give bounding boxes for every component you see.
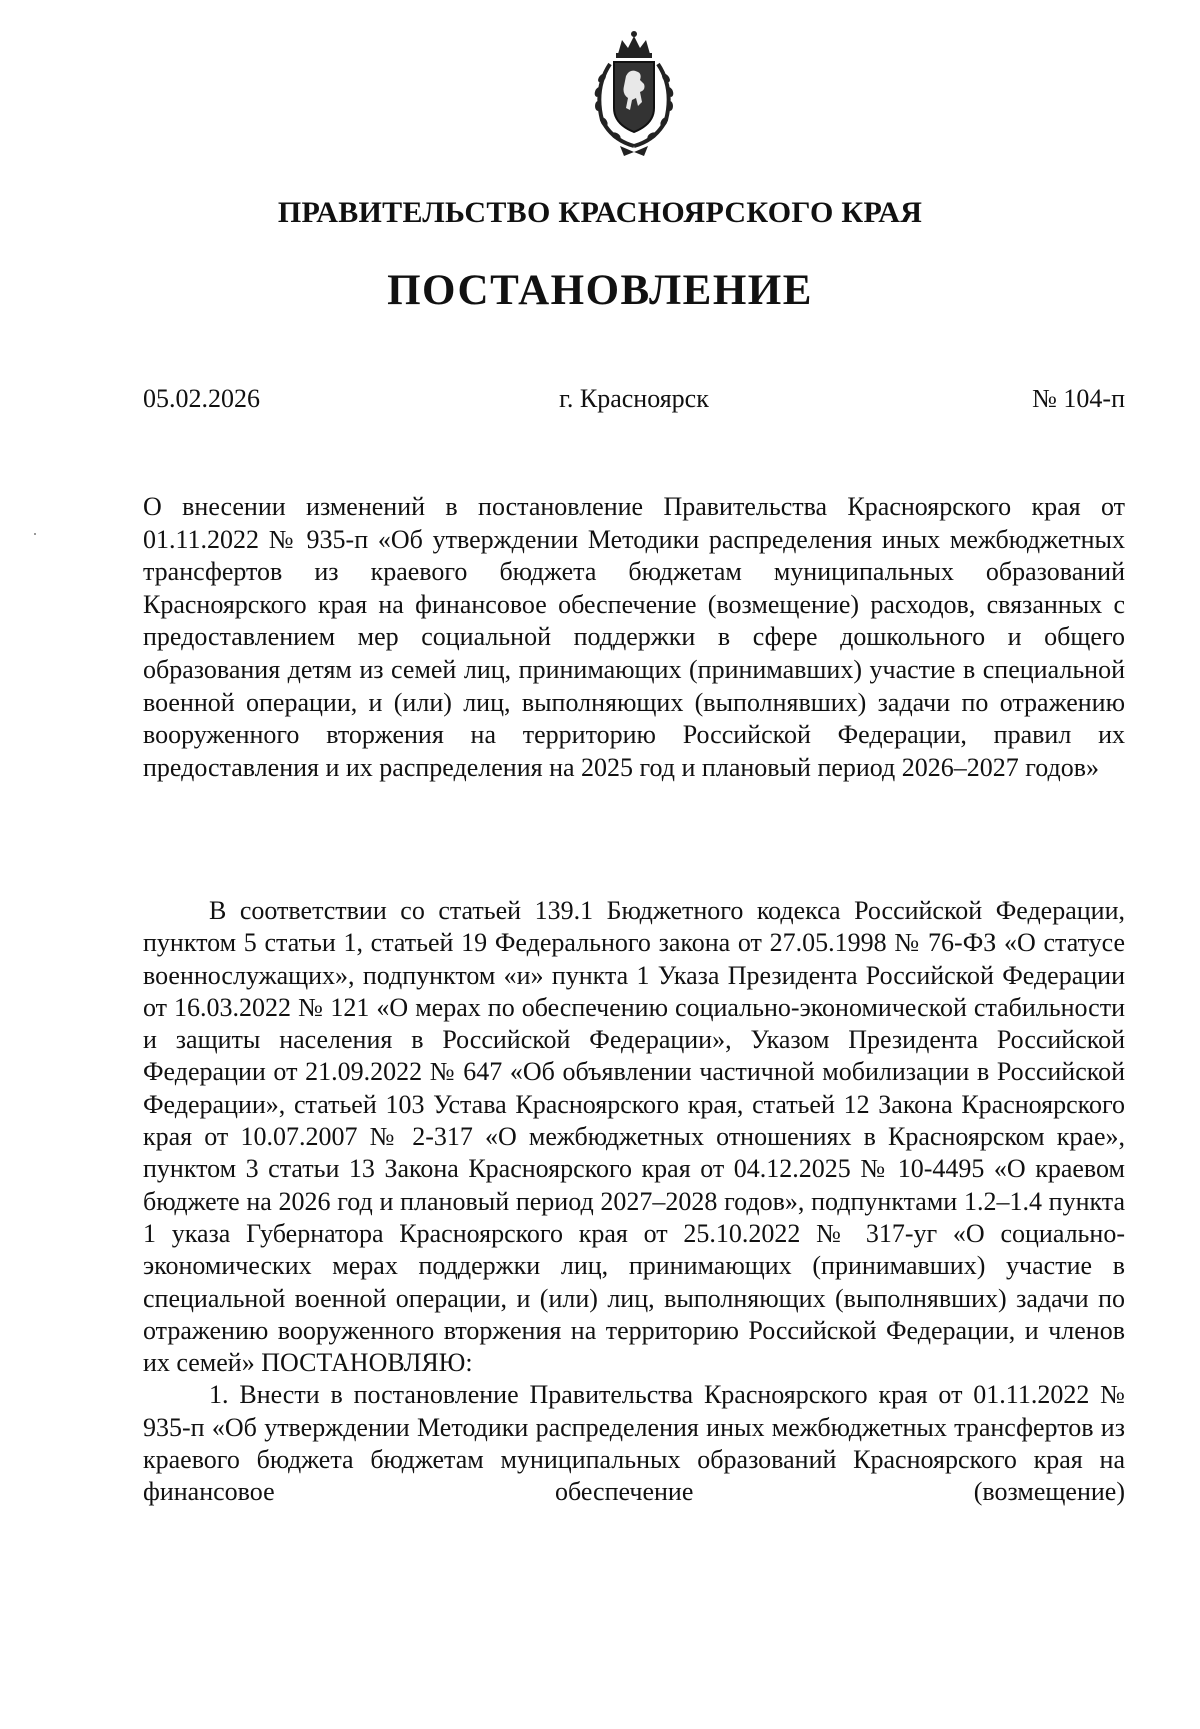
- document-type-title: ПОСТАНОВЛЕНИЕ: [387, 267, 813, 314]
- document-date: 05.02.2026: [143, 384, 260, 413]
- preamble-paragraph: В соответствии со статьей 139.1 Бюджетного кодекса Российской Федерации, пунктом 5 статьи 1, статьей 19 Федерального закона от 27.05.1998 № 76-ФЗ «О статусе военнослужащих», подпунктом «и» пункта 1 Указа Президента Российской Федерации от 16.03.2022 № 121 «О мерах по обеспечению социально-экономической стабильности и защиты населения в Российской Федерации», Указом Президента Российской Федерации от 21.09.2022 № 647 «Об объявлении частичной мобилизации в Российской Федерации», статьей 103 Устава Красноярского края, статьей 12 Закона Красноярского края от 10.07.2007 № 2-317 «О межбюджетных отношениях в Красноярском крае», пунктом 3 статьи 13 Закона Красноярского края от 04.12.2025 № 10-4495 «О краевом бюджете на 2026 год и плановый период 2027–2028 годов», подпунктами 1.2–1.4 пункта 1 указа Губернатора Красноярского края от 25.10.2022 № 317-уг «О социально-экономических мерах поддержки лиц, принимающих (принимавших) участие в специальной военной операции, и (или) лиц, выполняющих (выполнявших) задачи по отражению вооруженного вторжения на территорию Российской Федерации, и членов их семей» ПОСТАНОВЛЯЮ:: [143, 896, 1125, 1378]
- document-meta-row: [143, 384, 1125, 420]
- scan-speck: [34, 533, 36, 535]
- document-number: № 104-п: [1032, 384, 1125, 413]
- item-1-paragraph: 1. Внести в постановление Правительства Красноярского края от 01.11.2022 № 935-п «Об утверждении Методики распределения иных межбюджетных трансфертов из краевого бюджета бюджетам муниципальных образований Красноярского края на финансовое обеспечение (возмещение): [143, 1380, 1125, 1507]
- document-city: г. Красноярск: [559, 384, 709, 413]
- government-title: ПРАВИТЕЛЬСТВО КРАСНОЯРСКОГО КРАЯ: [277, 196, 923, 229]
- krasnoyarsk-coat-of-arms-icon: [580, 28, 688, 158]
- document-body: [143, 895, 1125, 1509]
- document-subject: О внесении изменений в постановление Правительства Красноярского края от 01.11.2022 № 935-п «Об утверждении Методики распределения иных межбюджетных трансфертов из краевого бюджета бюджетам муниципальных образований Красноярского края на финансовое обеспечение (возмещение) расходов, связанных с предоставлением мер социальной поддержки в сфере дошкольного и общего образования детям из семей лиц, принимающих (принимавших) участие в специальной военной операции, и (или) лиц, выполняющих (выполнявших) задачи по отражению вооруженного вторжения на территорию Российской Федерации, правил их предоставления и их распределения на 2025 год и плановый период 2026–2027 годов»: [143, 492, 1125, 782]
